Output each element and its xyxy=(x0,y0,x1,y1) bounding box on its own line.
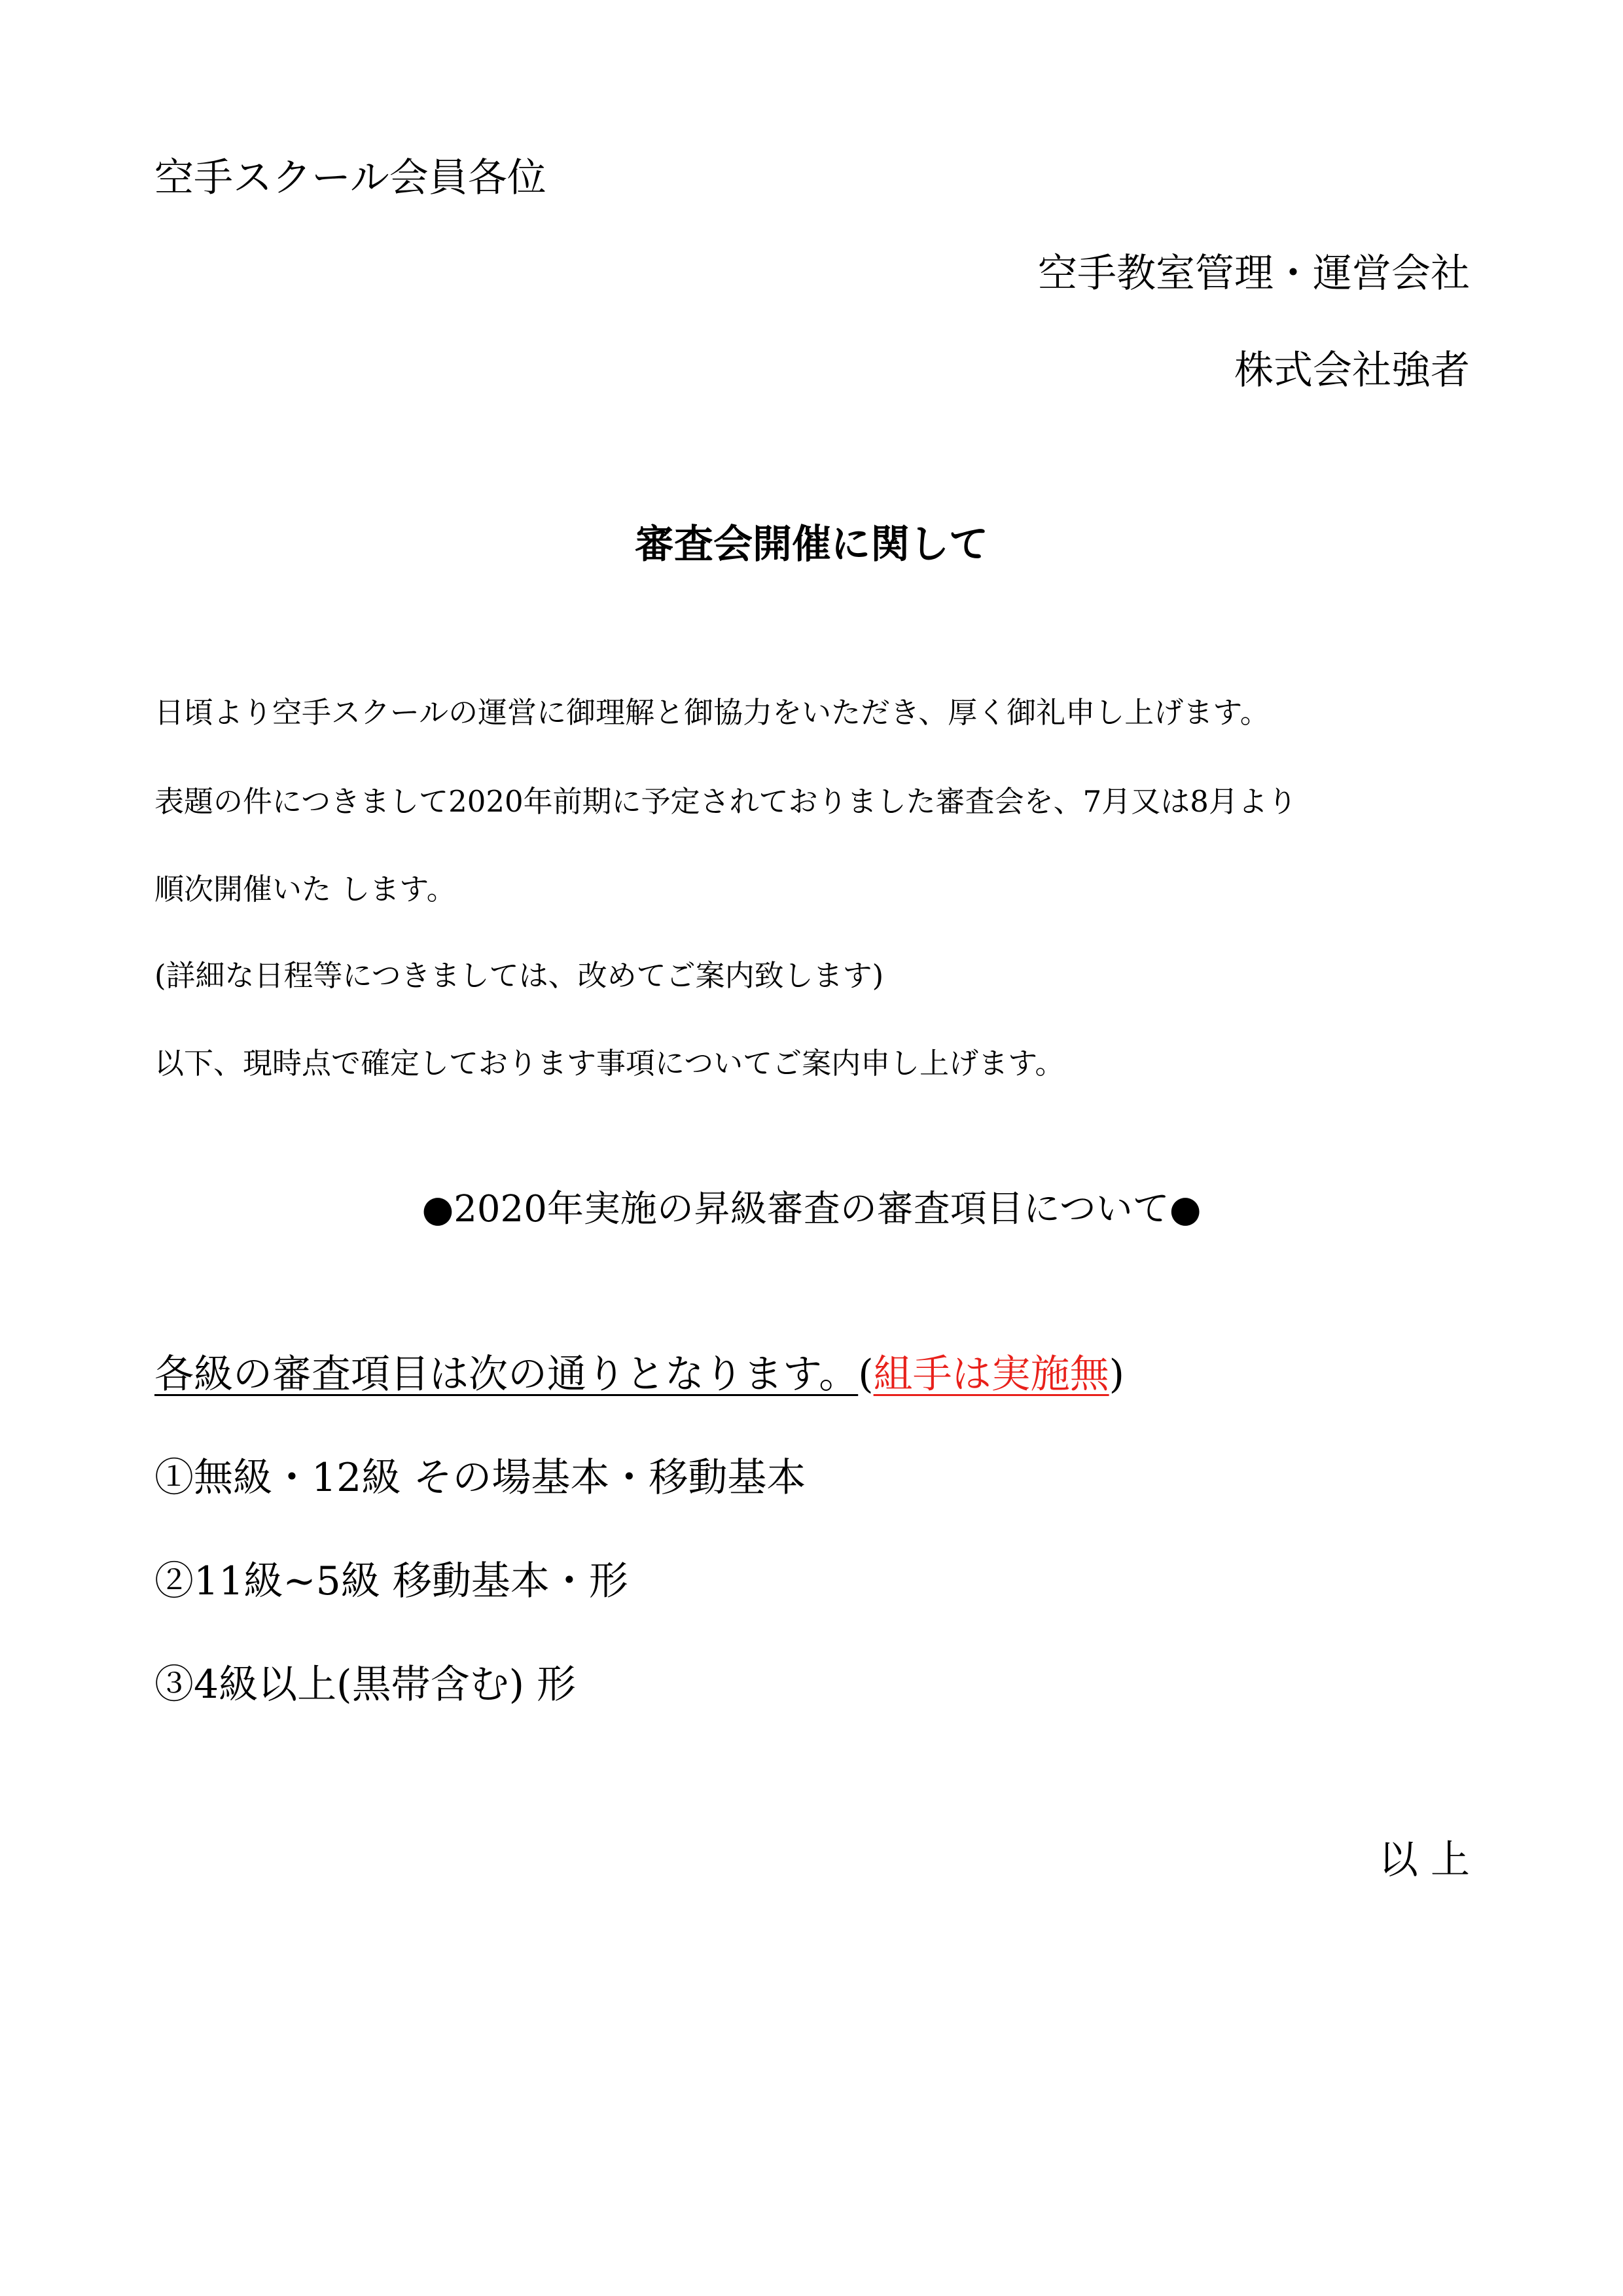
items-intro xyxy=(154,1351,1124,1398)
sender-name: 株式会社強者 xyxy=(1234,348,1470,393)
body-paragraph-announcement: 表題の件につきまして2020年前期に予定されておりました審査会を、7月又は8月より xyxy=(154,784,1297,819)
section-heading: ●2020年実施の昇級審査の審査項目について● xyxy=(421,1188,1202,1230)
addressee: 空手スクール会員各位 xyxy=(154,155,546,201)
items-intro-paren-open: ( xyxy=(858,1352,874,1397)
body-paragraph-greeting: 日頃より空手スクールの運営に御理解と御協力をいただき、厚く御礼申し上げます。 xyxy=(154,695,1270,730)
sender-company: 空手教室管理・運営会社 xyxy=(1038,251,1470,296)
exam-item-2: ②11級~5級 移動基本・形 xyxy=(154,1558,628,1604)
body-paragraph-intro: 以下、現時点で確定しております事項についてご案内申し上げます。 xyxy=(154,1046,1065,1081)
exam-item-1: ①無級・12級 その場基本・移動基本 xyxy=(154,1455,806,1501)
body-paragraph-schedule-note: (詳細な日程等につきましては、改めてご案内致します) xyxy=(154,958,884,993)
kumite-note: 組手は実施無 xyxy=(873,1352,1109,1397)
items-intro-paren-close: ) xyxy=(1109,1352,1125,1397)
items-intro-text: 各級の審査項目は次の通りとなります。 xyxy=(154,1352,859,1397)
document-title: 審査会開催に関して xyxy=(635,522,988,567)
closing-mark: 以 上 xyxy=(1378,1837,1470,1883)
exam-item-3: ③4級以上(黒帯含む) 形 xyxy=(154,1662,577,1708)
body-paragraph-announcement-cont: 順次開催いた します。 xyxy=(154,872,456,906)
